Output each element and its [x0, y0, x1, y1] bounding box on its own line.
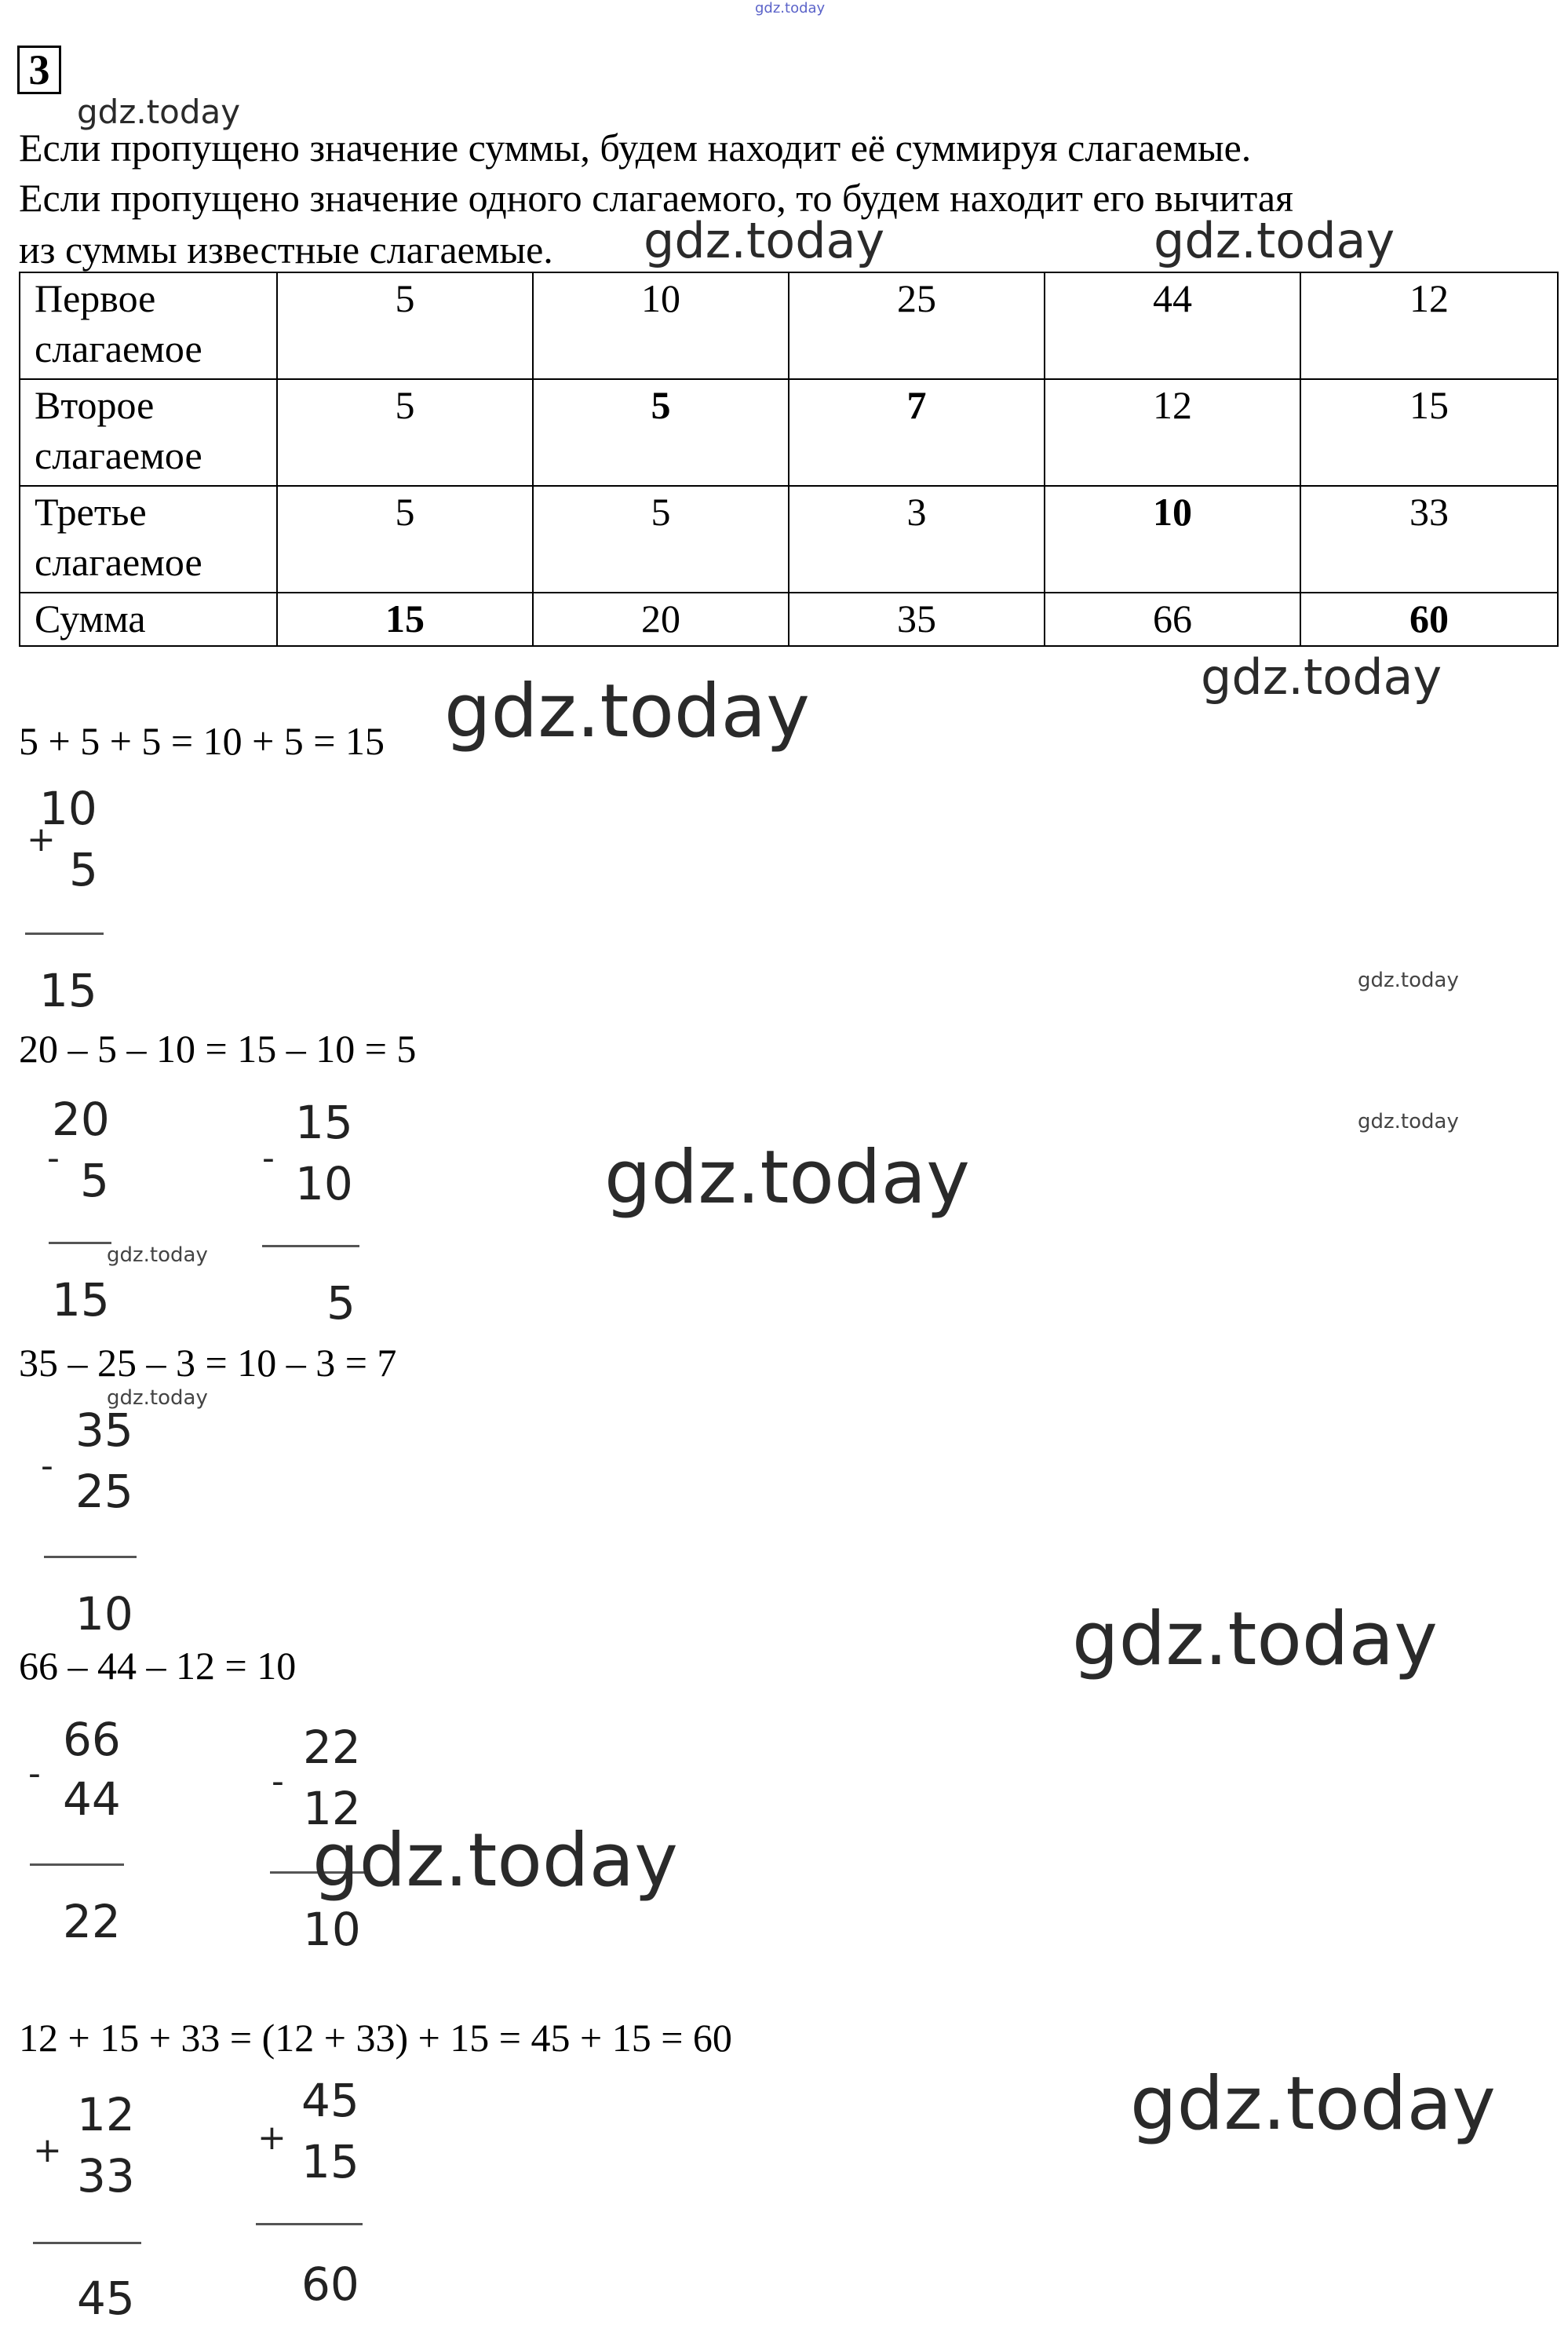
result: 45 — [77, 2272, 135, 2325]
watermark: gdz.today — [444, 669, 810, 754]
minus-sign: - — [272, 1761, 284, 1801]
row-label-line: Первое — [35, 276, 156, 320]
table-row-sum — [20, 593, 1558, 646]
intro-line-2: Если пропущено значение одного слагаемого, то будем находит его вычитая — [19, 176, 1294, 220]
table-cell: 5 — [533, 486, 789, 593]
table-cell: 3 — [789, 486, 1045, 593]
table-cell: 25 — [789, 272, 1045, 379]
result-line — [30, 1863, 124, 1866]
table-cell: 5 — [277, 486, 533, 593]
result-line — [256, 2223, 363, 2225]
table-cell: 12 — [1300, 272, 1558, 379]
result: 15 — [39, 964, 97, 1017]
operand: 10 — [295, 1157, 353, 1210]
watermark-top: gdz.today — [755, 0, 826, 16]
table-cell-answer: 60 — [1300, 593, 1558, 646]
watermark: gdz.today — [107, 1386, 208, 1410]
operand: 12 — [303, 1782, 361, 1835]
result: 10 — [75, 1587, 133, 1641]
result: 22 — [63, 1895, 121, 1948]
table-cell: 44 — [1045, 272, 1300, 379]
operand: 25 — [75, 1465, 133, 1518]
operand: 12 — [77, 2088, 135, 2141]
intro-line-1: Если пропущено значение суммы, будем находит её суммируя слагаемые. — [19, 126, 1252, 170]
operand: 5 — [69, 843, 98, 896]
result-line — [262, 1245, 359, 1247]
table-cell: 35 — [789, 593, 1045, 646]
equation-3: 35 – 25 – 3 = 10 – 3 = 7 — [19, 1341, 397, 1385]
minus-sign: - — [28, 1754, 41, 1794]
operand: 44 — [63, 1772, 121, 1826]
watermark: gdz.today — [604, 1135, 970, 1221]
row-label-line: слагаемое — [35, 540, 202, 584]
minus-sign: - — [262, 1138, 275, 1178]
table-row-first-addend — [20, 272, 1558, 379]
table-cell: 5 — [277, 272, 533, 379]
table-row-third-addend — [20, 486, 1558, 593]
task-number-box: 3 — [17, 46, 61, 94]
column-calc-5a — [31, 2088, 157, 2334]
operand: 15 — [295, 1096, 353, 1149]
plus-sign: + — [27, 819, 56, 860]
table-cell: 5 — [277, 379, 533, 486]
table-cell: 33 — [1300, 486, 1558, 593]
operand: 20 — [52, 1093, 110, 1146]
result-line — [33, 2242, 141, 2244]
table-row-second-addend — [20, 379, 1558, 486]
row-label-line: слагаемое — [35, 327, 202, 370]
table-cell: 10 — [533, 272, 789, 379]
result: 10 — [303, 1903, 361, 1956]
watermark: gdz.today — [1130, 2061, 1496, 2147]
watermark: gdz.today — [312, 1818, 678, 1903]
table-cell: 15 — [1300, 379, 1558, 486]
operand: 5 — [80, 1154, 109, 1207]
table-cell: 12 — [1045, 379, 1300, 486]
operand: 15 — [301, 2135, 359, 2188]
addends-table — [19, 272, 1559, 647]
operand: 45 — [301, 2074, 359, 2127]
operand: 33 — [77, 2149, 135, 2203]
operand: 66 — [63, 1713, 121, 1766]
watermark: gdz.today — [1201, 648, 1442, 706]
table-cell-answer: 5 — [533, 379, 789, 486]
watermark: gdz.today — [1072, 1597, 1438, 1682]
equation-4: 66 – 44 – 12 = 10 — [19, 1644, 297, 1688]
table-cell-answer: 10 — [1045, 486, 1300, 593]
result: 5 — [326, 1276, 356, 1330]
result-line — [44, 1556, 137, 1558]
row-label — [20, 486, 277, 593]
column-calc-5b — [256, 2074, 381, 2328]
minus-sign: - — [41, 1446, 53, 1486]
table-cell: 20 — [533, 593, 789, 646]
watermark: gdz.today — [1358, 969, 1459, 992]
column-calc-4a — [27, 1713, 152, 1951]
equation-2: 20 – 5 – 10 = 15 – 10 = 5 — [19, 1027, 417, 1071]
operand: 35 — [75, 1403, 133, 1457]
column-calc-1 — [20, 782, 130, 1020]
operand: 22 — [303, 1721, 361, 1774]
row-label — [20, 379, 277, 486]
watermark: gdz.today — [77, 93, 241, 131]
column-calc-3 — [39, 1403, 165, 1642]
table-cell-answer: 7 — [789, 379, 1045, 486]
result-line — [25, 933, 104, 935]
intro-line-3: из суммы известные слагаемые. — [19, 228, 553, 272]
table-cell-answer: 15 — [277, 593, 533, 646]
row-label-line: Третье — [35, 490, 147, 534]
column-calc-2b — [259, 1096, 385, 1334]
watermark: gdz.today — [107, 1243, 208, 1267]
row-label — [20, 272, 277, 379]
row-label-line: слагаемое — [35, 433, 202, 477]
equation-1: 5 + 5 + 5 = 10 + 5 = 15 — [19, 719, 385, 763]
result: 60 — [301, 2258, 359, 2311]
row-label-line: Второе — [35, 383, 155, 427]
table-cell: 66 — [1045, 593, 1300, 646]
operand: 10 — [39, 782, 97, 835]
result: 15 — [52, 1273, 110, 1327]
row-label: Сумма — [20, 593, 277, 646]
result-line — [49, 1242, 111, 1244]
column-calc-2a — [31, 1093, 149, 1331]
watermark: gdz.today — [644, 212, 885, 269]
watermark: gdz.today — [1358, 1110, 1459, 1133]
minus-sign: - — [47, 1138, 60, 1178]
plus-sign: + — [257, 2118, 286, 2158]
watermark: gdz.today — [1154, 212, 1395, 269]
plus-sign: + — [33, 2130, 62, 2170]
equation-5: 12 + 15 + 33 = (12 + 33) + 15 = 45 + 15 = 60 — [19, 2016, 732, 2060]
